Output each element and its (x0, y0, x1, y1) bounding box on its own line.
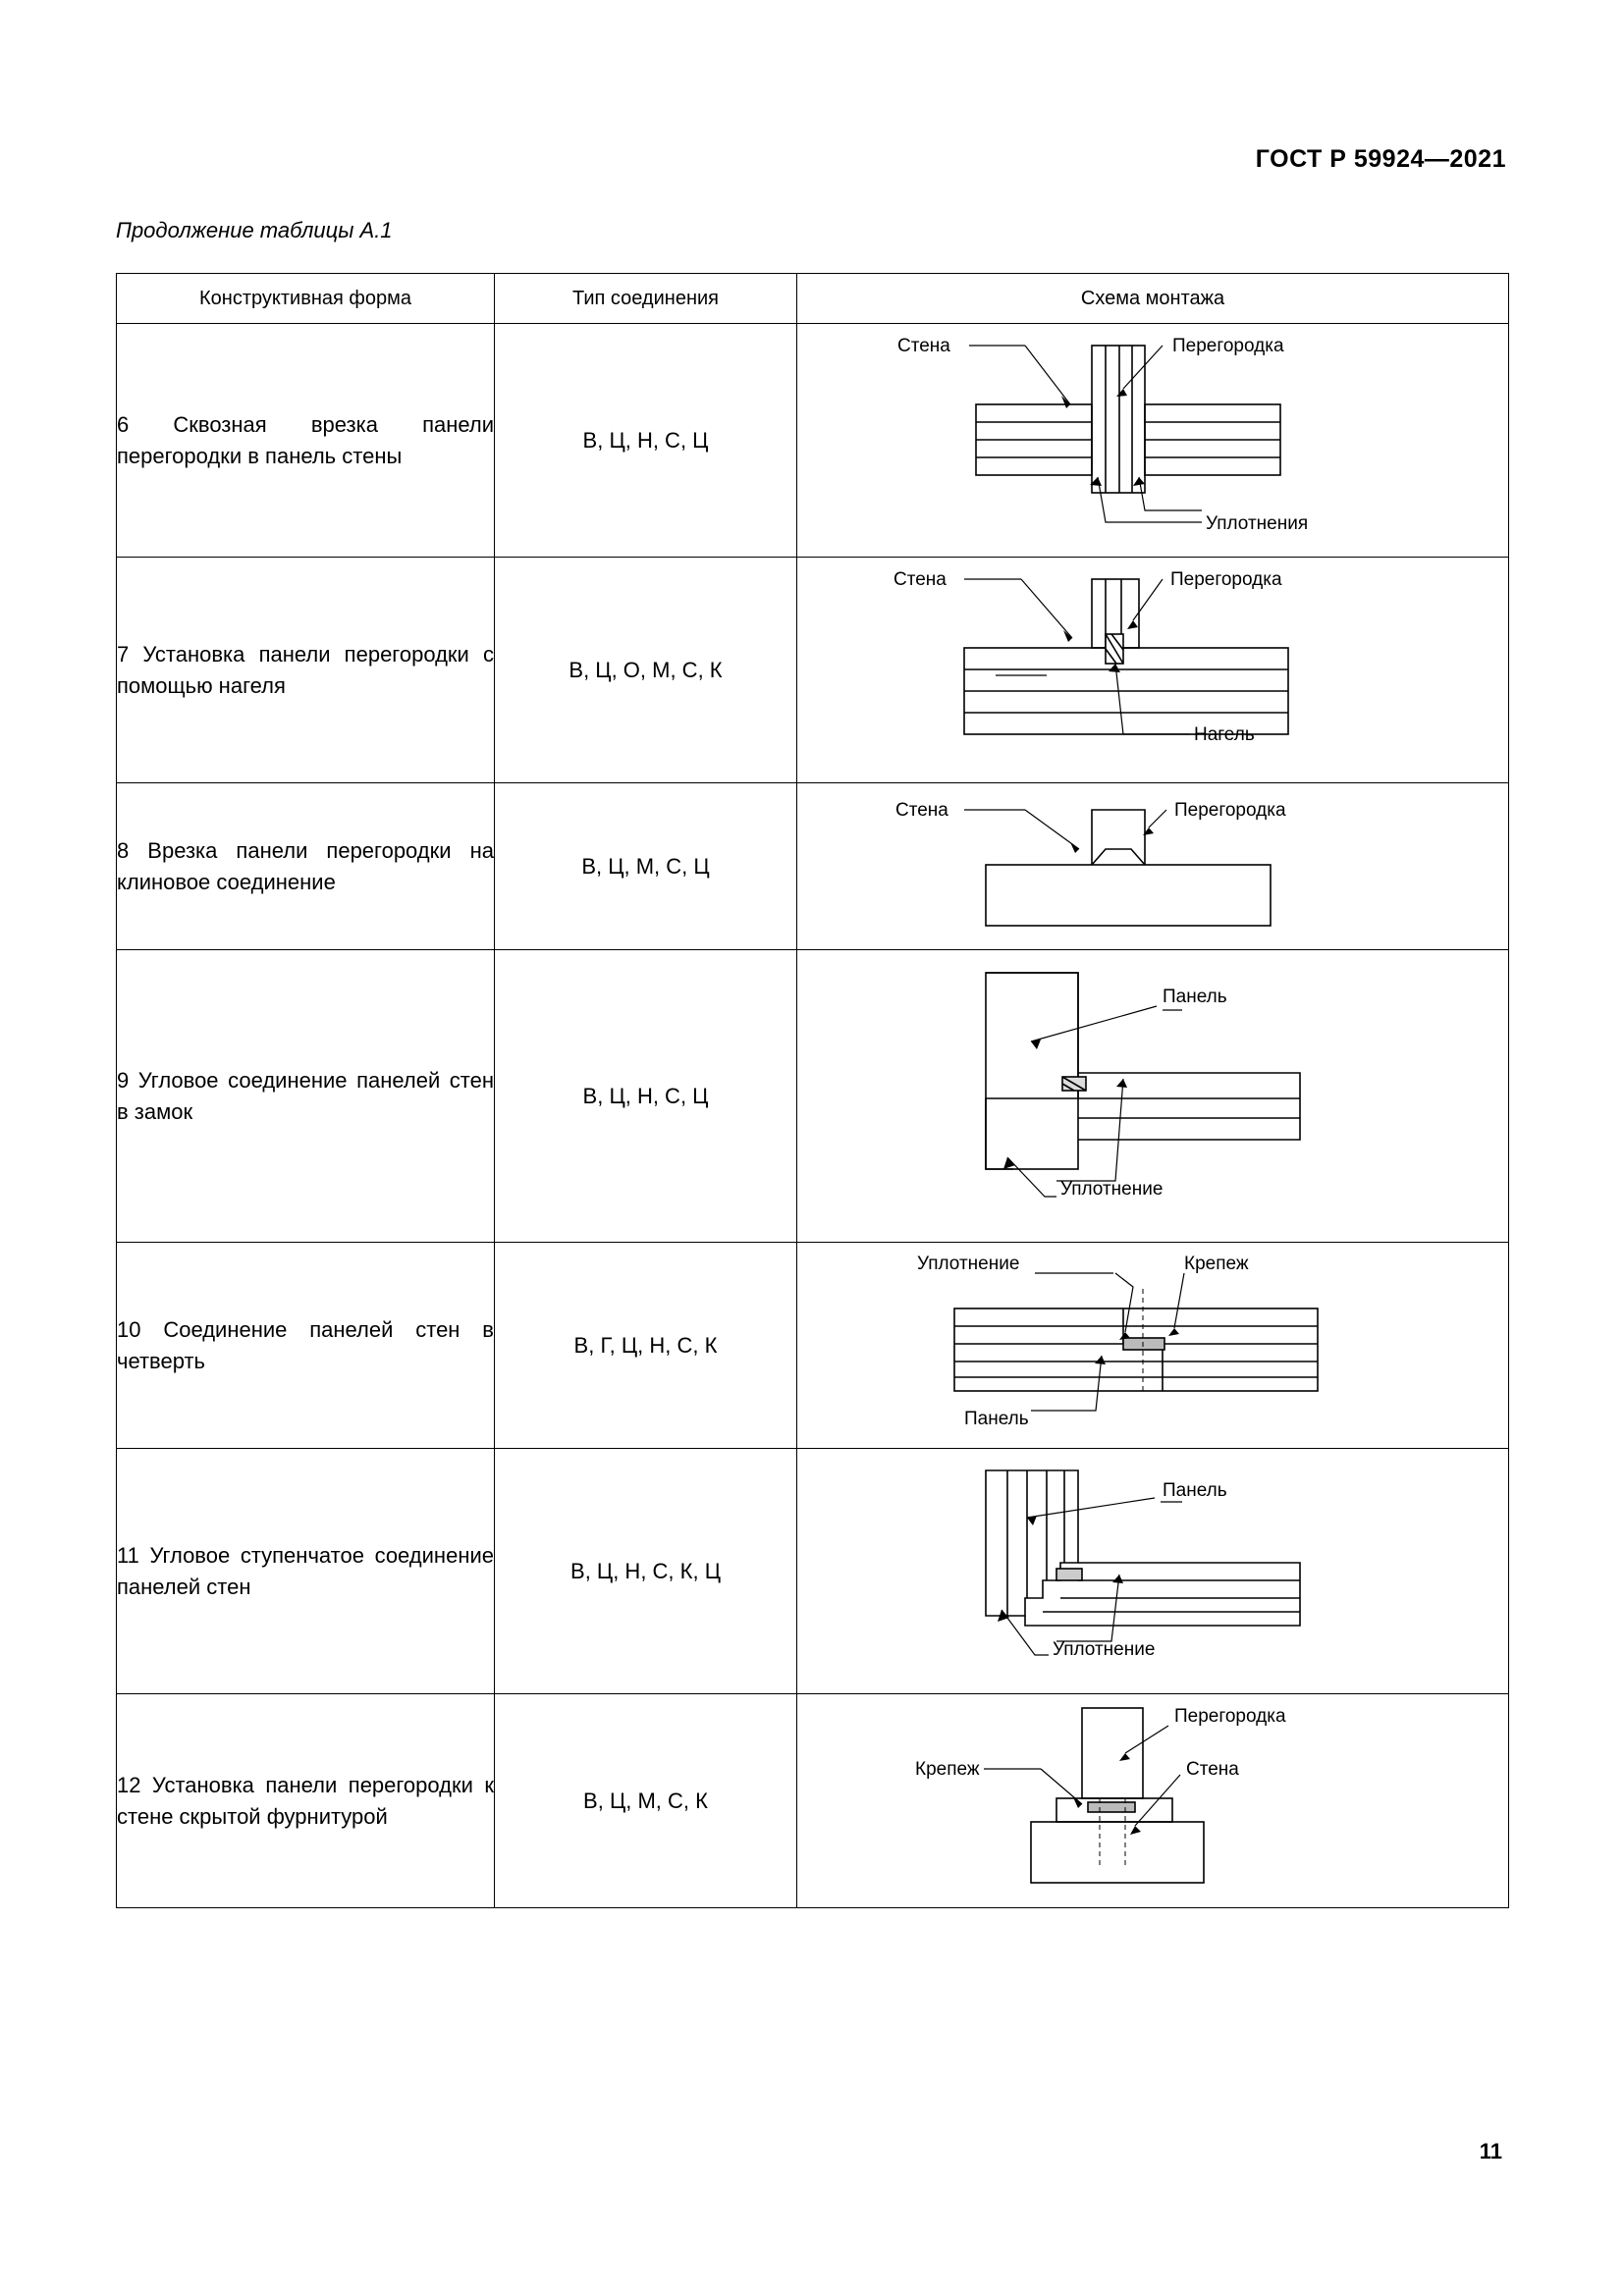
scheme-8-label-1: Перегородка (1174, 799, 1286, 821)
table-row (117, 558, 1509, 783)
table-row (117, 1694, 1509, 1908)
scheme-6-label-1: Перегородка (1172, 335, 1284, 356)
scheme-12-label-2: Стена (1186, 1758, 1239, 1780)
cell-type-11: В, Ц, Н, С, К, Ц (495, 1449, 797, 1694)
table-row (117, 783, 1509, 950)
cell-scheme-9 (797, 950, 1509, 1243)
scheme-9-diagram (839, 955, 1467, 1238)
page-header-standard: ГОСТ Р 59924—2021 (1255, 145, 1506, 173)
table-row (117, 950, 1509, 1243)
scheme-6-diagram (839, 328, 1467, 554)
column-header-type: Тип соединения (495, 274, 797, 324)
scheme-12-label-0: Крепеж (915, 1758, 980, 1780)
table-row (117, 324, 1509, 558)
scheme-6-label-2: Уплотнения (1206, 512, 1309, 534)
cell-type-12: В, Ц, М, С, К (495, 1694, 797, 1908)
cell-form-11: 11 Угловое ступенчатое соединение панелей стен (117, 1449, 495, 1694)
table-caption: Продолжение таблицы А.1 (116, 218, 393, 242)
scheme-11-diagram (839, 1453, 1467, 1690)
scheme-7-label-2: Нагель (1194, 723, 1255, 745)
scheme-10-diagram (839, 1248, 1467, 1444)
cell-type-10: В, Г, Ц, Н, С, К (495, 1243, 797, 1449)
scheme-9-label-1: Уплотнение (1060, 1178, 1164, 1200)
scheme-10-label-1: Крепеж (1184, 1253, 1249, 1274)
scheme-8-diagram (839, 788, 1467, 945)
scheme-11-label-0: Панель (1163, 1479, 1227, 1501)
cell-scheme-12 (797, 1694, 1509, 1908)
column-header-scheme: Схема монтажа (797, 274, 1509, 324)
table-row (117, 1449, 1509, 1694)
cell-form-12: 12 Установка панели перегородки к стене скрытой фурнитурой (117, 1694, 495, 1908)
cell-form-6: 6 Сквозная врезка панели перегородки в панель стены (117, 324, 495, 558)
cell-scheme-8 (797, 783, 1509, 950)
table-row (117, 1243, 1509, 1449)
cell-type-7: В, Ц, О, М, С, К (495, 558, 797, 783)
scheme-11-label-1: Уплотнение (1053, 1638, 1156, 1660)
cell-form-7: 7 Установка панели перегородки с помощью нагеля (117, 558, 495, 783)
scheme-10-label-2: Панель (964, 1408, 1029, 1429)
scheme-10-label-0: Уплотнение (917, 1253, 1020, 1274)
scheme-12-diagram (839, 1698, 1467, 1904)
cell-type-6: В, Ц, Н, С, Ц (495, 324, 797, 558)
cell-scheme-6 (797, 324, 1509, 558)
scheme-8-label-0: Стена (895, 799, 948, 821)
cell-form-10: 10 Соединение панелей стен в четверть (117, 1243, 495, 1449)
cell-type-9: В, Ц, Н, С, Ц (495, 950, 797, 1243)
scheme-12-label-1: Перегородка (1174, 1705, 1286, 1727)
cell-scheme-11 (797, 1449, 1509, 1694)
scheme-7-diagram (839, 561, 1467, 779)
page-number: 11 (1479, 2139, 1502, 2163)
scheme-9-label-0: Панель (1163, 986, 1227, 1007)
table-header-row (117, 274, 1509, 324)
cell-scheme-7 (797, 558, 1509, 783)
column-header-form: Конструктивная форма (117, 274, 495, 324)
scheme-6-label-0: Стена (897, 335, 950, 356)
cell-form-8: 8 Врезка панели перегородки на клиновое соединение (117, 783, 495, 950)
cell-form-9: 9 Угловое соединение панелей стен в замок (117, 950, 495, 1243)
scheme-7-label-1: Перегородка (1170, 568, 1282, 590)
cell-scheme-10 (797, 1243, 1509, 1449)
annex-table-a1 (116, 273, 1509, 1908)
scheme-7-label-0: Стена (893, 568, 947, 590)
cell-type-8: В, Ц, М, С, Ц (495, 783, 797, 950)
